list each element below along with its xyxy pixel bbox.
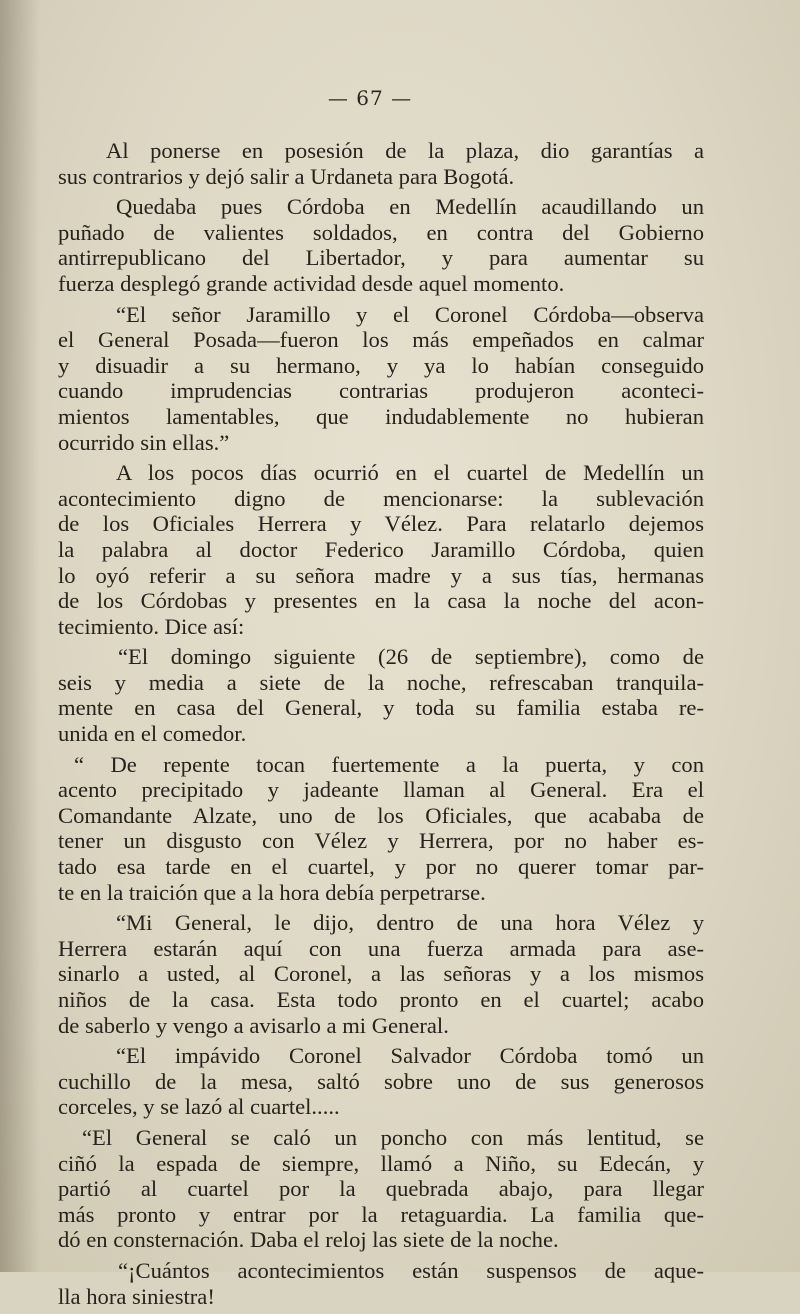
text-line: el General Posada—fueron los más empeñados en calmar (58, 327, 704, 353)
text-line: lla hora siniestra! (58, 1283, 215, 1309)
text-line: más pronto y entrar por la retaguardia. La familia que- (58, 1201, 704, 1227)
text-line: mientos lamentables, que indudablemente no hubieran (58, 403, 704, 429)
page-edge-shadow (0, 0, 40, 1272)
text-line: ciñó la espada de siempre, llamó a Niño, su Edecán, y (58, 1150, 704, 1176)
paragraph (58, 1043, 704, 1120)
text-line: Herrera estarán aquí con una fuerza armada para ase- (58, 935, 704, 961)
text-line: cuando imprudencias contrarias produjeron aconteci- (58, 378, 704, 404)
text-line: acontecimiento digno de mencionarse: la sublevación (58, 485, 704, 511)
paragraph (58, 1125, 704, 1253)
paragraph-gap (58, 1309, 704, 1314)
text-line: de los Oficiales Herrera y Vélez. Para relatarlo dejemos (58, 511, 704, 537)
paragraph (58, 1258, 704, 1309)
text-line: cuchillo de la mesa, saltó sobre uno de sus generosos (58, 1068, 704, 1094)
text-line: corceles, y se lazó al cuartel..... (58, 1094, 340, 1120)
text-line: seis y media a siete de la noche, refrescaban tranquila- (58, 669, 704, 695)
text-line: unida en el comedor. (58, 721, 247, 747)
paragraph (58, 910, 704, 1038)
text-line: “El impávido Coronel Salvador Córdoba tomó un (116, 1043, 704, 1069)
page-number: — 67 — (327, 86, 413, 110)
text-line: dó en consternación. Daba el reloj las siete de la noche. (58, 1227, 559, 1253)
text-line: la palabra al doctor Federico Jaramillo Córdoba, quien (58, 536, 704, 562)
text-line: lo oyó referir a su señora madre y a sus tías, hermanas (58, 562, 704, 588)
paragraph (58, 194, 704, 296)
text-line: fuerza desplegó grande actividad desde aquel momento. (58, 270, 565, 296)
text-line: “ De repente tocan fuertemente a la puerta, y con (74, 751, 704, 777)
text-line: antirrepublicano del Libertador, y para aumentar su (58, 245, 704, 271)
text-line: “Mi General, le dijo, dentro de una hora Vélez y (116, 910, 704, 936)
text-line: de saberlo y vengo a avisarlo a mi General. (58, 1012, 449, 1038)
text-line: sinarlo a usted, al Coronel, a las señoras y a los mismos (58, 961, 704, 987)
paragraph (58, 302, 704, 456)
paragraph (58, 138, 704, 189)
text-line: partió al cuartel por la quebrada abajo, para llegar (58, 1176, 704, 1202)
text-line: “El General se caló un poncho con más lentitud, se (82, 1124, 704, 1150)
text-line: Comandante Alzate, uno de los Oficiales, que acababa de (58, 802, 704, 828)
text-line: Quedaba pues Córdoba en Medellín acaudillando un (116, 194, 704, 220)
text-line: de los Córdobas y presentes en la casa la noche del acon- (58, 588, 704, 614)
text-line: “El señor Jaramillo y el Coronel Córdoba—observa (116, 301, 704, 327)
text-line: y disuadir a su hermano, y ya lo habían conseguido (58, 352, 704, 378)
body-text (58, 138, 704, 1314)
text-line: Al ponerse en posesión de la plaza, dio garantías a (106, 138, 704, 163)
text-line: tener un disgusto con Vélez y Herrera, por no haber es- (58, 828, 704, 854)
text-line: niños de la casa. Esta todo pronto en el cuartel; acabo (58, 987, 704, 1012)
text-line: “El domingo siguiente (26 de septiembre), como de (118, 644, 704, 670)
text-line: “¡Cuántos acontecimientos están suspensos de aque- (118, 1257, 704, 1283)
text-line: mente en casa del General, y toda su familia estaba re- (58, 695, 704, 721)
paragraph (58, 752, 704, 906)
paragraph (58, 644, 704, 746)
text-line: ocurrido sin ellas.” (58, 429, 230, 455)
text-line: A los pocos días ocurrió en el cuartel de Medellín un (116, 460, 704, 486)
text-line: sus contrarios y dejó salir a Urdaneta para Bogotá. (58, 163, 515, 189)
text-line: tado esa tarde en el cuartel, y por no querer tomar par- (58, 854, 704, 880)
text-line: acento precipitado y jadeante llaman al General. Era el (58, 777, 704, 803)
text-line: tecimiento. Dice así: (58, 613, 245, 639)
text-line: te en la traición que a la hora debía perpetrarse. (58, 879, 486, 905)
text-line: puñado de valientes soldados, en contra del Gobierno (58, 219, 704, 245)
paragraph (58, 460, 704, 639)
